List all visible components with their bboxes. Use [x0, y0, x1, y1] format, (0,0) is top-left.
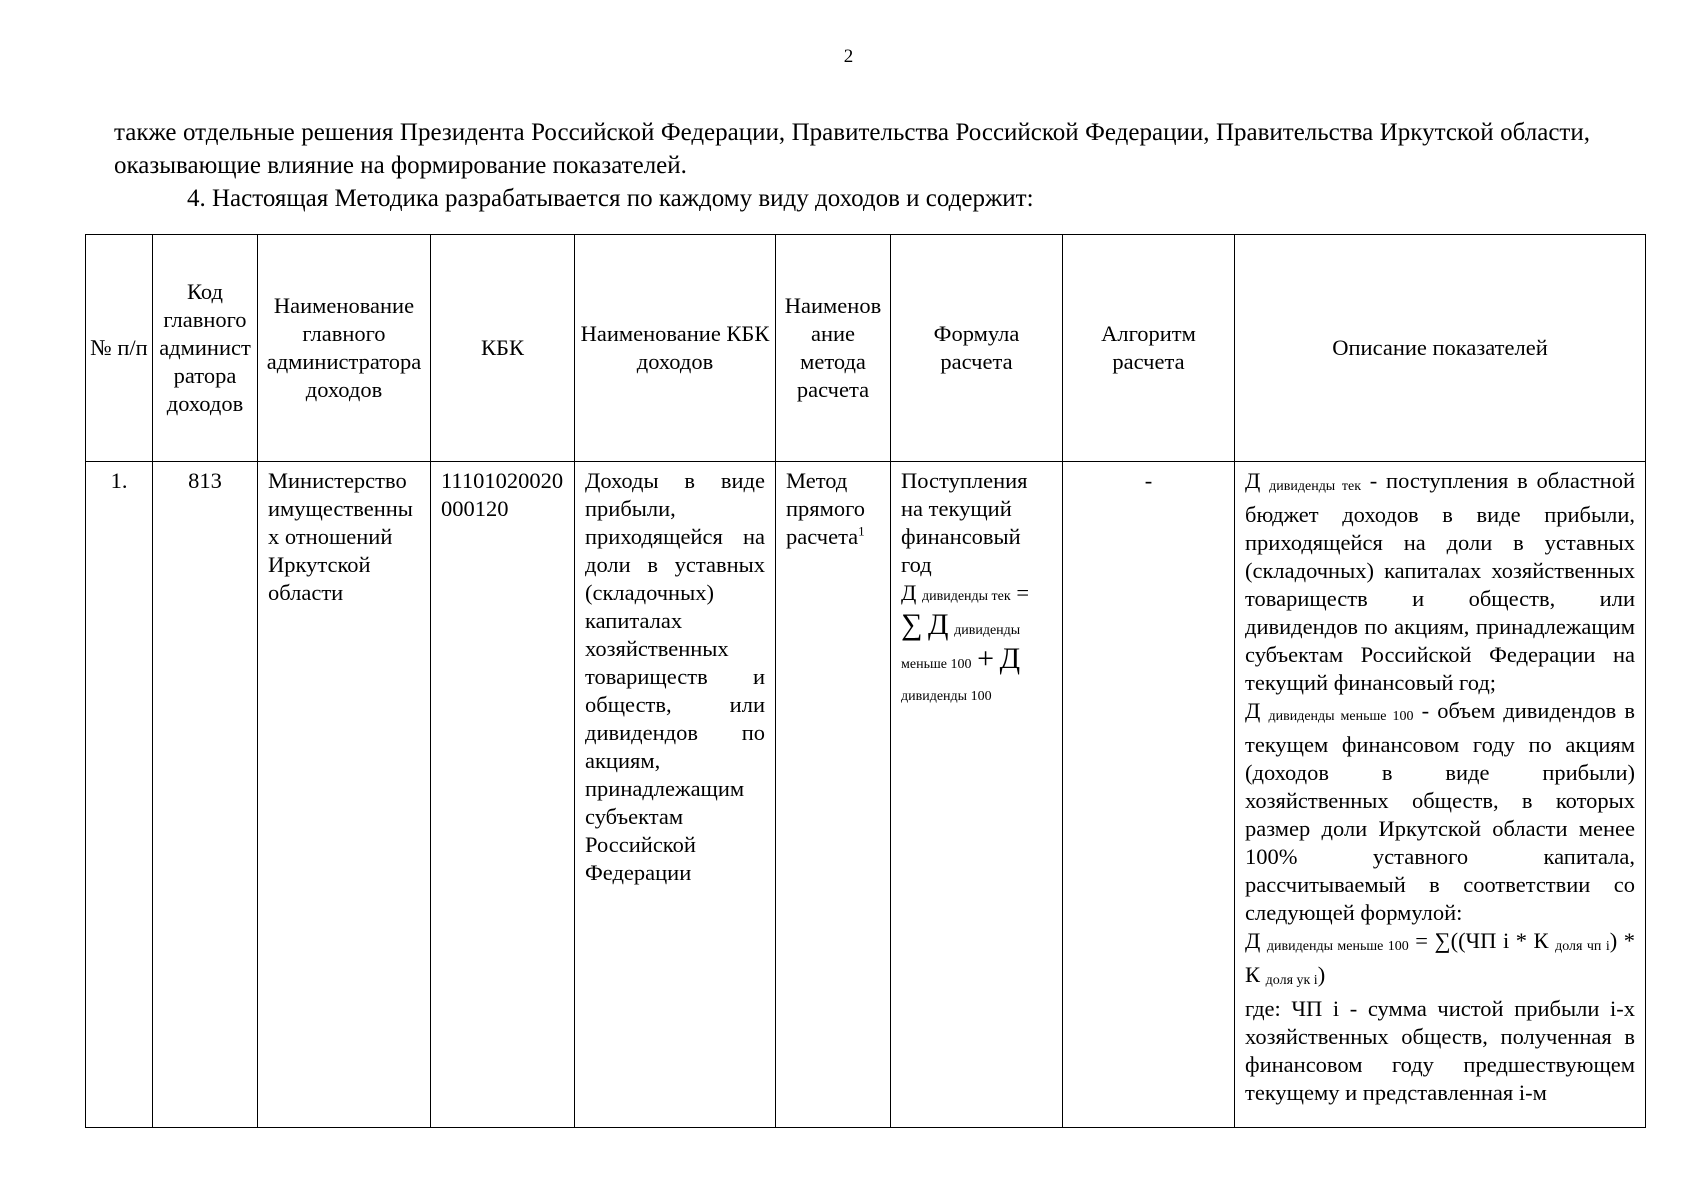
cell-formula: [891, 462, 1063, 1128]
header-description: Описание показателей: [1235, 235, 1646, 462]
method-footnote: 1: [858, 523, 865, 539]
desc-p3-eq: = ∑((ЧП i * К: [1408, 928, 1556, 953]
cell-admin-code: 813: [153, 462, 258, 1128]
desc-p3-sub3: доля ук i: [1265, 973, 1318, 988]
formula-d2: Д: [928, 608, 949, 641]
desc-p1-sym: Д: [1245, 468, 1261, 493]
cell-algorithm: -: [1063, 462, 1235, 1128]
revenue-method-table: [85, 234, 1646, 1128]
cell-num: 1.: [86, 462, 153, 1128]
intro-item-4: 4. Настоящая Методика разрабатывается по каждому виду доходов и содержит:: [187, 185, 1034, 212]
desc-p2-text: - объем дивидендов в текущем финансовом году по акциям (доходов в виде прибыли) хозяйственных обществ, в которых размер доли Иркутской области менее 100% уставного капитала, рассчитываемый в соответствии со следующей формулой:: [1245, 698, 1635, 925]
formula-intro: Поступления на текущий финансовый год: [901, 468, 1028, 577]
header-num: № п/п: [86, 235, 153, 462]
desc-p2-sym: Д: [1245, 698, 1261, 723]
header-kbk-name: Наименование КБК доходов: [575, 235, 776, 462]
formula-sub-100: дивиденды 100: [901, 689, 992, 704]
header-algorithm: Алгоритм расчета: [1063, 235, 1235, 462]
desc-p3-end: ): [1317, 962, 1326, 987]
formula-sum: ∑: [901, 608, 923, 641]
formula-eq: =: [1016, 580, 1030, 605]
page-number: 2: [843, 46, 854, 67]
header-formula: Формула расчета: [891, 235, 1063, 462]
formula-plus: +: [977, 642, 994, 675]
table-row: [86, 462, 1646, 1128]
method-text: Метод прямого расчета: [786, 468, 866, 549]
formula-sub-less: дивиденды меньше 100: [901, 623, 1021, 672]
header-admin-name: Наименование главного администратора доходов: [258, 235, 431, 462]
desc-p2: [1245, 697, 1635, 927]
header-admin-code: Код главного администратора доходов: [153, 235, 258, 462]
formula-d3: Д: [999, 642, 1021, 675]
header-kbk: КБК: [431, 235, 575, 462]
desc-p3-mid: ) * К: [1245, 928, 1635, 987]
formula-d: Д: [901, 580, 917, 605]
desc-p1-sub: дивиденды тек: [1269, 479, 1361, 494]
desc-p3-sym: Д: [1245, 928, 1261, 953]
desc-p3: [1245, 927, 1635, 995]
intro-paragraph: также отдельные решения Президента Российской Федерации, Правительства Российской Федерации, Правительства Иркутской области, оказывающие влияние на формирование показателей.: [114, 119, 1590, 179]
formula-expression: [901, 579, 1052, 711]
cell-kbk: 11101020020000120: [431, 462, 575, 1128]
desc-p4: где: ЧП i - сумма чистой прибыли i-х хозяйственных обществ, полученная в финансовом году предшествующем текущему и представленная i-м: [1245, 996, 1635, 1105]
table-header-row: [86, 235, 1646, 462]
cell-kbk-name: Доходы в виде прибыли, приходящейся на доли в уставных (складочных) капиталах хозяйственных товариществ и обществ, или дивидендов по акциям, принадлежащим субъектам Российской Федерации: [575, 462, 776, 1128]
desc-p3-sub: дивиденды меньше 100: [1266, 939, 1409, 954]
cell-method: [776, 462, 891, 1128]
desc-p3-sub2: доля чп i: [1555, 939, 1610, 954]
desc-p2-sub: дивиденды меньше 100: [1268, 709, 1414, 724]
desc-p1: [1245, 467, 1635, 697]
formula-sub-tek: дивиденды тек: [921, 589, 1011, 604]
header-method: Наименование метода расчета: [776, 235, 891, 462]
cell-description: [1235, 462, 1646, 1128]
cell-admin-name: Министерство имущественных отношений Иркутской области: [258, 462, 431, 1128]
desc-p1-text: - поступления в областной бюджет доходов в виде прибыли, приходящейся на доли в уставных (складочных) капиталах хозяйственных товариществ и обществ, или дивидендов по акциям, принадлежащим субъектам Российской Федерации на текущий финансовый год;: [1245, 468, 1636, 695]
